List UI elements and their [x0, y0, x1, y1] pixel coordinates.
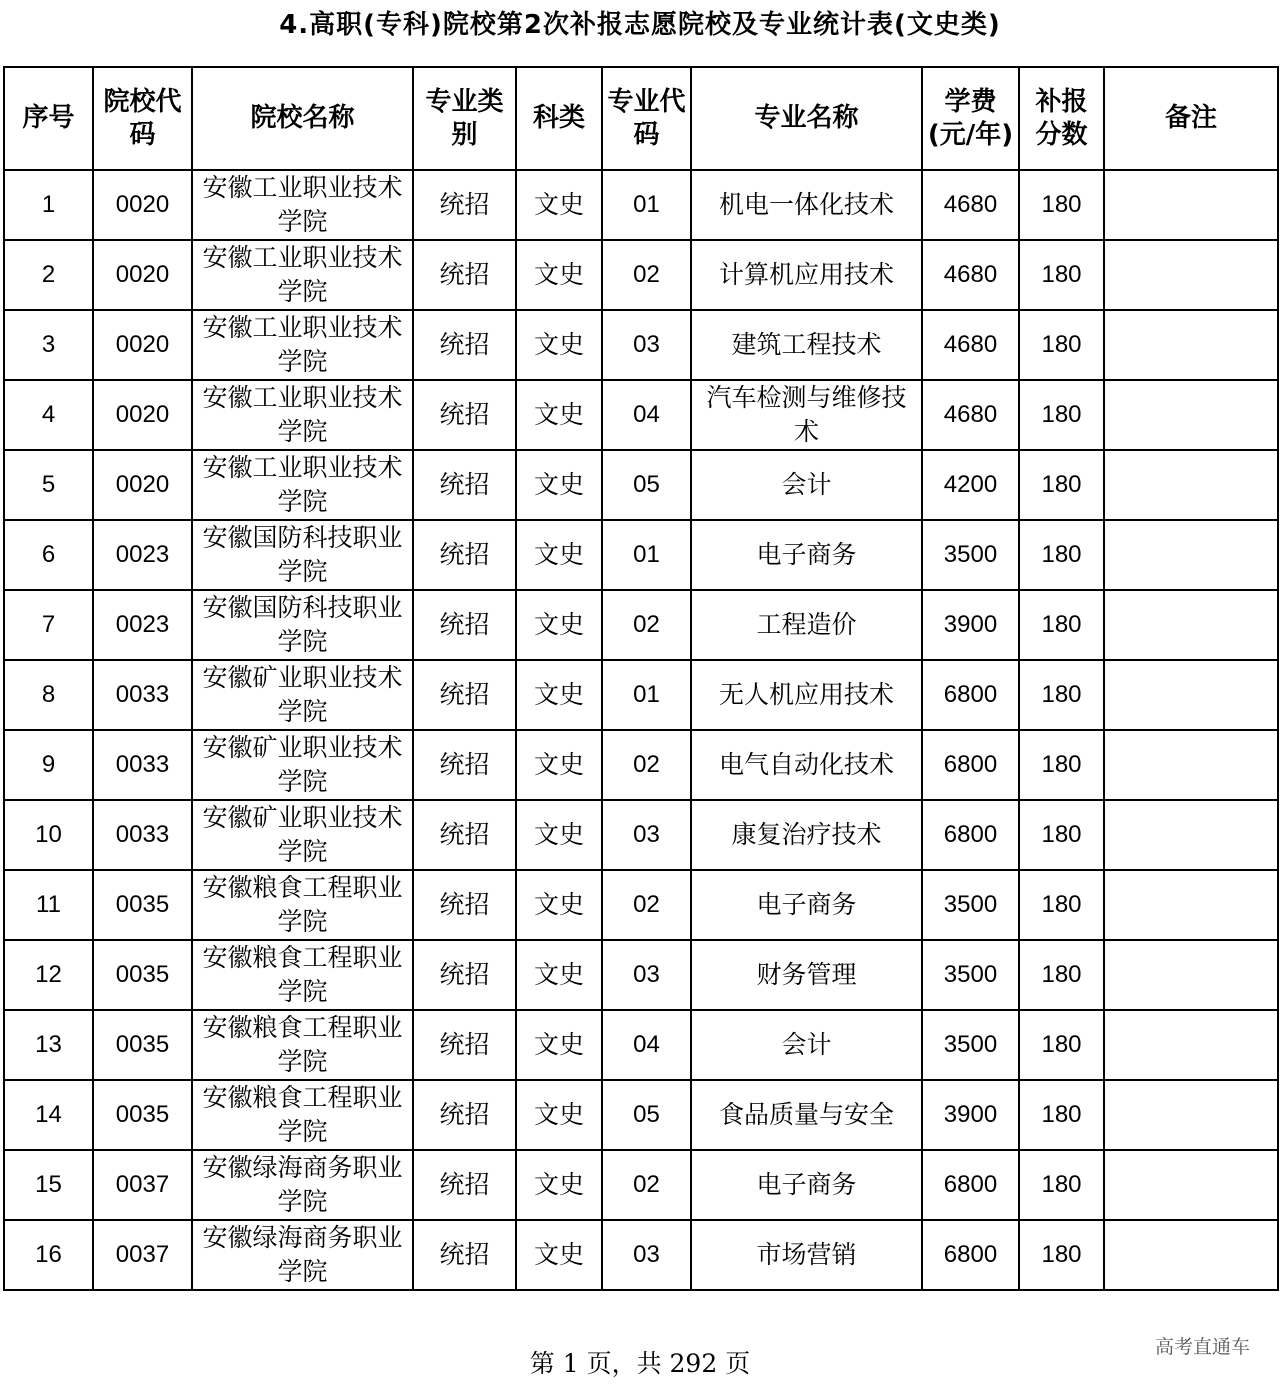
cell-school-code: 0020	[93, 240, 192, 310]
cell-index: 8	[4, 660, 93, 730]
cell-subject: 文史	[516, 730, 602, 800]
cell-score: 180	[1019, 590, 1104, 660]
table-row	[4, 1150, 1278, 1220]
cell-major-code: 04	[602, 1010, 691, 1080]
cell-subject: 文史	[516, 380, 602, 450]
cell-major-name: 食品质量与安全	[691, 1080, 922, 1150]
cell-tuition: 3500	[922, 1010, 1019, 1080]
header-major-name: 专业名称	[691, 67, 922, 170]
cell-major-code: 03	[602, 310, 691, 380]
cell-index: 6	[4, 520, 93, 590]
cell-remarks	[1104, 310, 1278, 380]
cell-remarks	[1104, 800, 1278, 870]
cell-major-code: 01	[602, 170, 691, 240]
header-major-category: 专业类别	[413, 67, 516, 170]
cell-subject: 文史	[516, 450, 602, 520]
cell-school-name: 安徽粮食工程职业学院	[192, 940, 413, 1010]
cell-major-name: 机电一体化技术	[691, 170, 922, 240]
cell-subject: 文史	[516, 660, 602, 730]
cell-major-name: 建筑工程技术	[691, 310, 922, 380]
cell-score: 180	[1019, 380, 1104, 450]
cell-tuition: 4680	[922, 310, 1019, 380]
cell-tuition: 3900	[922, 1080, 1019, 1150]
cell-score: 180	[1019, 800, 1104, 870]
cell-major-category: 统招	[413, 170, 516, 240]
cell-score: 180	[1019, 170, 1104, 240]
cell-score: 180	[1019, 1010, 1104, 1080]
cell-score: 180	[1019, 660, 1104, 730]
cell-tuition: 6800	[922, 660, 1019, 730]
cell-index: 10	[4, 800, 93, 870]
cell-school-name: 安徽矿业职业技术学院	[192, 730, 413, 800]
cell-school-name: 安徽工业职业技术学院	[192, 380, 413, 450]
cell-score: 180	[1019, 1220, 1104, 1290]
table-row	[4, 1220, 1278, 1290]
cell-major-code: 01	[602, 520, 691, 590]
table-row	[4, 940, 1278, 1010]
cell-major-code: 02	[602, 730, 691, 800]
cell-major-code: 03	[602, 1220, 691, 1290]
header-school-name: 院校名称	[192, 67, 413, 170]
cell-subject: 文史	[516, 310, 602, 380]
cell-major-name: 康复治疗技术	[691, 800, 922, 870]
cell-remarks	[1104, 380, 1278, 450]
table-body	[4, 170, 1278, 1290]
cell-major-category: 统招	[413, 940, 516, 1010]
cell-school-name: 安徽绿海商务职业学院	[192, 1150, 413, 1220]
cell-tuition: 6800	[922, 1220, 1019, 1290]
header-school-code: 院校代码	[93, 67, 192, 170]
cell-school-name: 安徽工业职业技术学院	[192, 240, 413, 310]
cell-school-code: 0033	[93, 730, 192, 800]
cell-major-category: 统招	[413, 380, 516, 450]
cell-tuition: 4680	[922, 240, 1019, 310]
table-row	[4, 310, 1278, 380]
cell-major-category: 统招	[413, 870, 516, 940]
cell-school-code: 0020	[93, 450, 192, 520]
cell-major-code: 02	[602, 1150, 691, 1220]
cell-major-code: 02	[602, 240, 691, 310]
cell-school-code: 0037	[93, 1220, 192, 1290]
cell-major-code: 02	[602, 590, 691, 660]
cell-major-category: 统招	[413, 660, 516, 730]
header-index: 序号	[4, 67, 93, 170]
cell-subject: 文史	[516, 590, 602, 660]
table-row	[4, 380, 1278, 450]
cell-tuition: 6800	[922, 800, 1019, 870]
cell-major-category: 统招	[413, 240, 516, 310]
cell-index: 16	[4, 1220, 93, 1290]
cell-major-code: 05	[602, 450, 691, 520]
cell-major-name: 会计	[691, 450, 922, 520]
cell-index: 15	[4, 1150, 93, 1220]
cell-index: 2	[4, 240, 93, 310]
cell-tuition: 4680	[922, 380, 1019, 450]
cell-score: 180	[1019, 520, 1104, 590]
cell-major-name: 计算机应用技术	[691, 240, 922, 310]
cell-score: 180	[1019, 1080, 1104, 1150]
cell-school-code: 0037	[93, 1150, 192, 1220]
cell-school-name: 安徽工业职业技术学院	[192, 450, 413, 520]
cell-major-name: 电子商务	[691, 520, 922, 590]
table-row	[4, 170, 1278, 240]
cell-major-category: 统招	[413, 590, 516, 660]
cell-tuition: 3500	[922, 520, 1019, 590]
cell-remarks	[1104, 940, 1278, 1010]
cell-school-code: 0035	[93, 1080, 192, 1150]
cell-major-category: 统招	[413, 450, 516, 520]
cell-school-code: 0023	[93, 590, 192, 660]
cell-remarks	[1104, 870, 1278, 940]
watermark: 高考直通车	[1154, 1336, 1250, 1358]
table-row	[4, 1010, 1278, 1080]
table-header-row	[4, 67, 1278, 170]
cell-tuition: 6800	[922, 1150, 1019, 1220]
cell-subject: 文史	[516, 870, 602, 940]
cell-tuition: 3500	[922, 870, 1019, 940]
cell-school-name: 安徽绿海商务职业学院	[192, 1220, 413, 1290]
admission-table	[3, 66, 1279, 1291]
cell-school-name: 安徽粮食工程职业学院	[192, 870, 413, 940]
cell-index: 11	[4, 870, 93, 940]
cell-major-code: 05	[602, 1080, 691, 1150]
page-footer: 第 1 页，共 292 页	[529, 1349, 751, 1378]
cell-score: 180	[1019, 870, 1104, 940]
cell-major-code: 01	[602, 660, 691, 730]
table-row	[4, 1080, 1278, 1150]
cell-index: 7	[4, 590, 93, 660]
cell-remarks	[1104, 1010, 1278, 1080]
cell-tuition: 6800	[922, 730, 1019, 800]
table-row	[4, 800, 1278, 870]
cell-school-code: 0023	[93, 520, 192, 590]
cell-index: 1	[4, 170, 93, 240]
cell-major-name: 电子商务	[691, 870, 922, 940]
cell-major-code: 02	[602, 870, 691, 940]
cell-major-name: 无人机应用技术	[691, 660, 922, 730]
header-tuition: 学费(元/年)	[922, 67, 1019, 170]
cell-score: 180	[1019, 450, 1104, 520]
cell-subject: 文史	[516, 1010, 602, 1080]
table-row	[4, 240, 1278, 310]
cell-school-name: 安徽工业职业技术学院	[192, 310, 413, 380]
cell-major-category: 统招	[413, 520, 516, 590]
cell-tuition: 4200	[922, 450, 1019, 520]
cell-remarks	[1104, 1220, 1278, 1290]
cell-index: 9	[4, 730, 93, 800]
cell-score: 180	[1019, 730, 1104, 800]
table-row	[4, 590, 1278, 660]
cell-major-name: 会计	[691, 1010, 922, 1080]
table-row	[4, 450, 1278, 520]
header-subject: 科类	[516, 67, 602, 170]
cell-remarks	[1104, 1080, 1278, 1150]
header-score: 补报分数	[1019, 67, 1104, 170]
cell-major-category: 统招	[413, 730, 516, 800]
cell-school-name: 安徽矿业职业技术学院	[192, 800, 413, 870]
cell-score: 180	[1019, 310, 1104, 380]
cell-major-category: 统招	[413, 1220, 516, 1290]
cell-remarks	[1104, 450, 1278, 520]
cell-subject: 文史	[516, 1150, 602, 1220]
cell-subject: 文史	[516, 940, 602, 1010]
cell-major-name: 工程造价	[691, 590, 922, 660]
cell-remarks	[1104, 660, 1278, 730]
cell-school-name: 安徽粮食工程职业学院	[192, 1080, 413, 1150]
cell-major-category: 统招	[413, 1010, 516, 1080]
cell-subject: 文史	[516, 1220, 602, 1290]
header-remarks: 备注	[1104, 67, 1278, 170]
cell-school-name: 安徽国防科技职业学院	[192, 590, 413, 660]
cell-tuition: 3500	[922, 940, 1019, 1010]
cell-major-category: 统招	[413, 310, 516, 380]
cell-score: 180	[1019, 940, 1104, 1010]
cell-school-code: 0033	[93, 660, 192, 730]
cell-school-code: 0020	[93, 170, 192, 240]
cell-major-category: 统招	[413, 1150, 516, 1220]
cell-school-name: 安徽粮食工程职业学院	[192, 1010, 413, 1080]
cell-index: 4	[4, 380, 93, 450]
page-title: 4.高职(专科)院校第2次补报志愿院校及专业统计表(文史类)	[279, 10, 1001, 40]
cell-major-name: 市场营销	[691, 1220, 922, 1290]
cell-subject: 文史	[516, 800, 602, 870]
cell-index: 13	[4, 1010, 93, 1080]
cell-subject: 文史	[516, 1080, 602, 1150]
cell-remarks	[1104, 730, 1278, 800]
cell-remarks	[1104, 1150, 1278, 1220]
header-major-code: 专业代码	[602, 67, 691, 170]
table-row	[4, 730, 1278, 800]
cell-major-name: 电气自动化技术	[691, 730, 922, 800]
cell-tuition: 3900	[922, 590, 1019, 660]
cell-major-name: 汽车检测与维修技术	[691, 380, 922, 450]
cell-remarks	[1104, 240, 1278, 310]
cell-remarks	[1104, 170, 1278, 240]
cell-school-code: 0020	[93, 380, 192, 450]
cell-score: 180	[1019, 240, 1104, 310]
cell-major-code: 03	[602, 940, 691, 1010]
cell-subject: 文史	[516, 520, 602, 590]
cell-major-code: 04	[602, 380, 691, 450]
cell-major-category: 统招	[413, 1080, 516, 1150]
table-row	[4, 870, 1278, 940]
cell-major-code: 03	[602, 800, 691, 870]
cell-school-code: 0035	[93, 870, 192, 940]
cell-index: 12	[4, 940, 93, 1010]
cell-remarks	[1104, 520, 1278, 590]
cell-school-name: 安徽国防科技职业学院	[192, 520, 413, 590]
cell-index: 3	[4, 310, 93, 380]
cell-school-name: 安徽工业职业技术学院	[192, 170, 413, 240]
cell-tuition: 4680	[922, 170, 1019, 240]
cell-major-category: 统招	[413, 800, 516, 870]
cell-subject: 文史	[516, 240, 602, 310]
cell-school-code: 0033	[93, 800, 192, 870]
cell-score: 180	[1019, 1150, 1104, 1220]
cell-remarks	[1104, 590, 1278, 660]
cell-index: 14	[4, 1080, 93, 1150]
cell-school-code: 0035	[93, 1010, 192, 1080]
cell-subject: 文史	[516, 170, 602, 240]
cell-index: 5	[4, 450, 93, 520]
cell-school-code: 0020	[93, 310, 192, 380]
cell-school-name: 安徽矿业职业技术学院	[192, 660, 413, 730]
table-row	[4, 520, 1278, 590]
table-row	[4, 660, 1278, 730]
cell-major-name: 电子商务	[691, 1150, 922, 1220]
cell-major-name: 财务管理	[691, 940, 922, 1010]
cell-school-code: 0035	[93, 940, 192, 1010]
